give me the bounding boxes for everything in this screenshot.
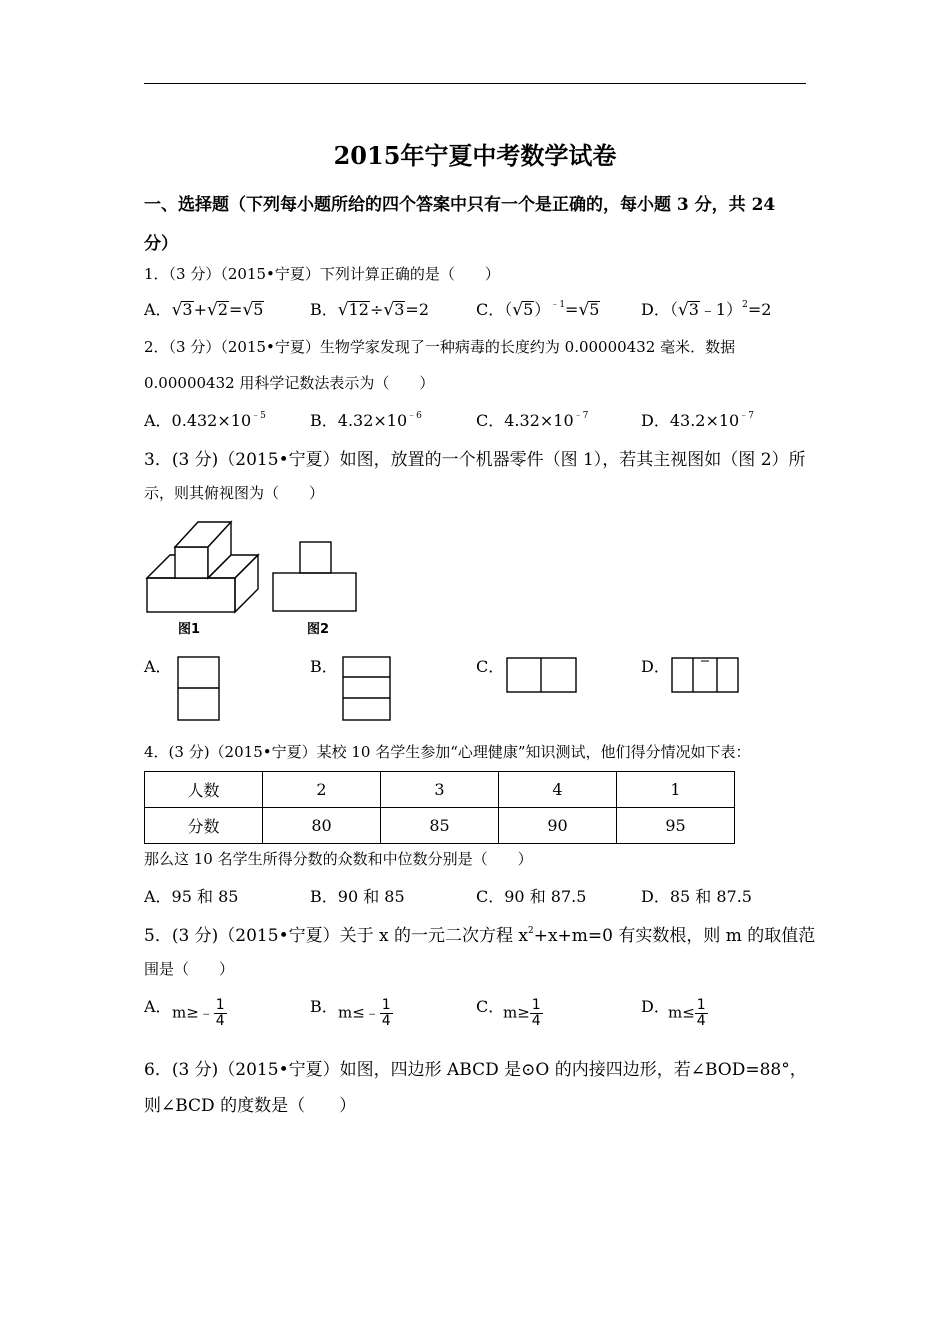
q2-stem-cont: 0.00000432 用科学记数法表示为（ ）	[144, 374, 435, 392]
q2-stem: 2．（3 分）（2015•宁夏）生物学家发现了一种病毒的长度约为 0.00000432 毫米．数据	[144, 338, 736, 356]
q1-d-open: （	[669, 300, 678, 319]
figure-1-machine-part	[147, 522, 258, 612]
q4-option-b: B．90 和 85	[310, 887, 405, 906]
q1-d-label: D．	[641, 300, 670, 319]
q5-c-fraction	[530, 998, 543, 1028]
q4-option-d: D．85 和 87.5	[641, 887, 752, 906]
q5-option-b-label: B．	[310, 997, 338, 1016]
sqrt-icon: √	[207, 300, 218, 320]
q5-a-num: 1	[215, 997, 225, 1013]
q1-b-label: B．	[310, 300, 338, 319]
score-table	[144, 771, 735, 844]
q6-stem: 6．(3 分)（2015•宁夏）如图，四边形 ABCD 是⊙O 的内接四边形，若∠BOD=88°，	[144, 1060, 807, 1080]
q1-c-radicand-2: 5	[589, 300, 600, 319]
q3-option-d-figure	[670, 656, 742, 696]
q2-option-c	[476, 408, 588, 431]
q5-option-c-label: C．	[476, 997, 505, 1016]
q5-b-fraction	[380, 998, 393, 1028]
figure-2-front-view	[273, 542, 356, 611]
table-row	[145, 808, 735, 844]
figure-1-label: 图1	[178, 622, 201, 637]
q1-b-radicand-1: 12	[348, 300, 369, 319]
figure-2-label: 图2	[307, 622, 330, 637]
q2-option-a	[144, 408, 266, 431]
q1-b-radicand-2: 3	[394, 300, 405, 319]
q4-option-c: C．90 和 87.5	[476, 887, 587, 906]
header-rule	[144, 83, 806, 84]
q1-d-eq: =2	[747, 300, 772, 319]
q2-b-text: B．4.32×10	[310, 411, 408, 430]
q3-option-a-figure	[176, 655, 222, 723]
table-cell: 85	[381, 808, 499, 844]
q1-a-eq: =	[229, 300, 243, 319]
q2-option-d	[641, 408, 754, 431]
q3-option-b-label: B．	[310, 657, 338, 676]
q1-c-label: C．	[476, 300, 505, 319]
q1-c-eq: =	[565, 300, 579, 319]
q5-stem-part2: +x+m=0 有实数根，则 m 的取值范	[533, 926, 816, 946]
q5-b-expr: m≤﹣	[338, 1003, 380, 1022]
q2-c-text: C．4.32×10	[476, 411, 574, 430]
q1-b-eq: =2	[405, 300, 429, 319]
q5-c-den: 4	[531, 1012, 541, 1029]
q1-option-c	[476, 297, 600, 320]
section-heading: 一、选择题（下列每小题所给的四个答案中只有一个是正确的，每小题 3 分，共 24	[144, 195, 776, 215]
sqrt-icon: √	[512, 300, 524, 320]
q1-option-a	[144, 297, 264, 320]
q3-stem: 3．(3 分)（2015•宁夏）如图，放置的一个机器零件（图 1），若其主视图如（图 2）所	[144, 450, 806, 470]
q5-option-d	[668, 998, 708, 1028]
q5-option-c	[503, 998, 543, 1028]
q2-a-text: A．0.432×10	[144, 411, 252, 430]
sqrt-icon: √	[242, 300, 254, 320]
q3-option-d-label: D．	[641, 657, 670, 676]
q5-d-den: 4	[696, 1012, 706, 1029]
q1-c-open: （	[504, 300, 513, 319]
sqrt-icon: √	[677, 300, 689, 320]
q5-stem-part1: 5．(3 分)（2015•宁夏）关于 x 的一元二次方程 x	[144, 926, 528, 946]
q1-d-minus: ﹣1）	[699, 300, 743, 319]
q1-a-radicand-3: 5	[253, 300, 264, 319]
section-heading-cont: 分）	[144, 234, 178, 254]
q4-stem: 4．(3 分)（2015•宁夏）某校 10 名学生参加“心理健康”知识测试，他们得分情况如下表：	[144, 743, 751, 761]
q2-option-b	[310, 408, 422, 431]
q5-option-a-label: A．	[144, 997, 172, 1016]
q5-stem	[144, 921, 815, 946]
q5-c-expr: m≥	[503, 1003, 530, 1022]
q1-d-exponent: 2	[742, 300, 748, 310]
q5-option-d-label: D．	[641, 997, 670, 1016]
q2-d-exponent: ﹣7	[739, 411, 754, 421]
q3-figures	[140, 515, 380, 645]
q5-option-a	[172, 998, 227, 1028]
q5-b-den: 4	[381, 1012, 391, 1029]
q3-option-a-label: A．	[144, 657, 172, 676]
table-cell: 人数	[145, 772, 263, 808]
q5-d-expr: m≤	[668, 1003, 695, 1022]
sqrt-icon: √	[383, 300, 395, 320]
q1-a-label: A．	[144, 300, 172, 319]
table-cell: 2	[263, 772, 381, 808]
q4-question: 那么这 10 名学生所得分数的众数和中位数分别是（ ）	[144, 850, 533, 868]
table-cell: 3	[381, 772, 499, 808]
table-cell: 90	[499, 808, 617, 844]
q3-option-c-figure	[505, 656, 579, 696]
q5-b-num: 1	[381, 997, 391, 1013]
q1-stem: 1．（3 分）（2015•宁夏）下列计算正确的是（ ）	[144, 265, 500, 283]
q5-a-fraction	[214, 998, 227, 1028]
q1-d-radicand: 3	[688, 300, 699, 319]
q3-option-c-label: C．	[476, 657, 505, 676]
q3-option-b-figure	[341, 655, 393, 723]
q4-option-a: A．95 和 85	[144, 887, 239, 906]
q1-option-b	[310, 297, 429, 320]
q1-option-d	[641, 297, 771, 320]
q2-c-exponent: ﹣7	[573, 411, 589, 421]
sqrt-icon: √	[171, 300, 183, 320]
q5-a-expr: m≥﹣	[172, 1003, 214, 1022]
table-cell: 4	[499, 772, 617, 808]
q1-b-div: ÷	[369, 300, 384, 319]
q2-a-exponent: ﹣5	[251, 411, 266, 421]
table-cell: 1	[617, 772, 735, 808]
q1-a-radicand-2: 2	[217, 300, 229, 319]
q5-stem-cont: 围是（ ）	[144, 960, 235, 978]
q2-b-exponent: ﹣6	[407, 411, 422, 421]
q1-c-close: ）	[534, 300, 551, 319]
sqrt-icon: √	[578, 300, 590, 320]
q1-a-plus: +	[193, 300, 207, 319]
table-row	[145, 772, 735, 808]
q5-stem-sup: 2	[527, 926, 534, 936]
q1-a-radicand-1: 3	[182, 300, 193, 319]
q5-option-b	[338, 998, 393, 1028]
q6-stem-cont: 则∠BCD 的度数是（ ）	[144, 1096, 357, 1116]
page-title: 2015年宁夏中考数学试卷	[333, 141, 617, 170]
q5-a-den: 4	[215, 1012, 225, 1029]
table-cell: 80	[263, 808, 381, 844]
q5-d-num: 1	[696, 997, 706, 1013]
sqrt-icon: √	[337, 300, 349, 320]
q5-c-num: 1	[531, 997, 541, 1013]
q5-d-fraction	[695, 998, 708, 1028]
q1-c-exponent: ﹣1	[550, 300, 566, 310]
q3-stem-cont: 示，则其俯视图为（ ）	[144, 484, 325, 502]
table-cell: 95	[617, 808, 735, 844]
table-cell: 分数	[145, 808, 263, 844]
q2-d-text: D．43.2×10	[641, 411, 740, 430]
q1-c-radicand-1: 5	[523, 300, 534, 319]
